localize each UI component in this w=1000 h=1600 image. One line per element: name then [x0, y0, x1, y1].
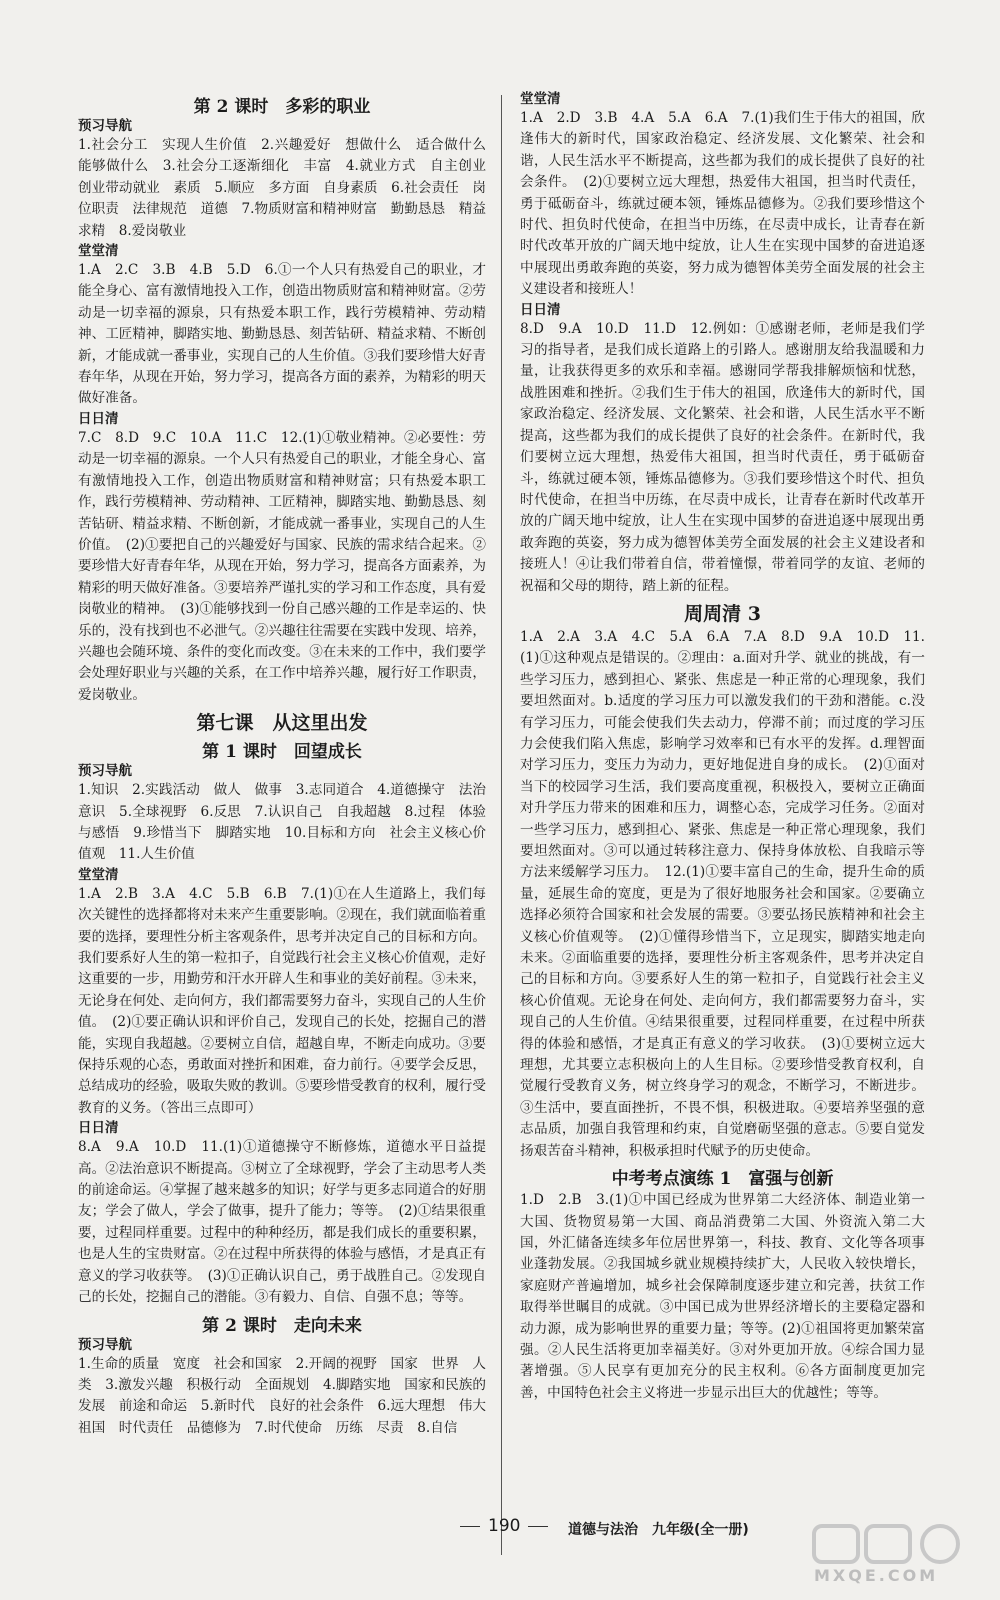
left-column	[78, 90, 500, 1439]
section-title-colorful-careers: 第 2 课时 多彩的职业	[193, 97, 371, 117]
answers-in-class-review: 1.A 2.B 3.A 4.C 5.B 6.B 7.(1)①在人生道路上，我们每次关键性的选择都将对未来产生重要影响。②现在，我们就面临着重要的选择，要理性分析主客观条件，思考并决定自己的目标和方向。我们要系好人生的第一粒扣子，自觉践行社会主义核心价值观，走好这重要的一步，用勤劳和汗水开辟人生和事业的美好前程。③未来，无论身在何处、走向何方，我们都需要努力奋斗，实现自己的人生价值。 (2)①要正确认识和评价自己，发现自己的长处，挖掘自己的潜能，实现自我超越。②要树立自信，超越自卑，不断走向成功。③要保持乐观的心态，勇敢面对挫折和困难，奋力前行。④要学会反思，总结成功的经验，吸取失败的教训。⑤要珍惜受教育的权利，履行受教育的义务。（答出三点即可）	[78, 885, 486, 1116]
answers-daily-review: 8.D 9.A 10.D 11.D 12.例如：①感谢老师，老师是我们学习的指导者，是我们成长道路上的引路人。感谢朋友给我温暖和力量，让我获得更多的欢乐和幸福。感谢同学帮我排解烦恼和忧愁，战胜困难和挫折。②我们生于伟大的祖国，欣逢伟大的新时代，国家政治稳定、经济发展、文化繁荣、社会和谐，人民生活水平不断提高，这些都为我们的成长提供了良好的社会条件。在新时代，我们要树立远大理想，热爱伟大祖国，担当时代责任，勇于砥砺奋斗，练就过硬本领，锤炼品德修为。③我们要珍惜这个时代、担负时代使命，在担当中历练，在尽责中成长，让青春在新时代改革开放的广阔天地中绽放，让人生在实现中国梦的奋进追逐中展现出勇敢奔跑的英姿，努力成为德智体美劳全面发展的社会主义建设者和接班人！④让我们带着自信，带着憧憬，带着同学的友谊、老师的祝福和父母的期待，踏上新的征程。	[520, 320, 925, 594]
answers-preview-guide: 1.社会分工 实现人生价值 2.兴趣爱好 想做什么 适合做什么 能够做什么 3.社会分工逐渐细化 丰富 4.就业方式 自主创业 创业带动就业 素质 5.顺应 多方面 自身素质 6.社会责任 岗位职责 法律规范 道德 7.物质财富和精神财富 勤勤恳恳 精益求精 8.爱岗敬业	[78, 137, 500, 239]
answers-exam-practice: 1.D 2.B 3.(1)①中国已经成为世界第二大经济体、制造业第一大国、货物贸易第一大国、商品消费第二大国、外资流入第二大国，外汇储备连续多年位居世界第一，科技、教育、文化等各项事业蓬勃发展。②我国城乡就业规模持续扩大，人民收入较快增长，家庭财产普遍增加，城乡社会保障制度逐步建立和完善，扶贫工作取得举世瞩目的成就。③中国已成为世界经济增长的主要稳定器和动力源，成为影响世界的重要力量；等等。(2)①祖国将更加繁荣富强。②人民生活将更加幸福美好。③对外更加开放。④综合国力显著增强。⑤人民享有更加充分的民主权利。⑥各方面制度更加完善，中国特色社会主义将进一步显示出巨大的优越性；等等。	[520, 1192, 925, 1401]
section-title-looking-back: 第 1 课时 回望成长	[202, 742, 362, 763]
answers-daily-review: 8.A 9.A 10.D 11.(1)①道德操守不断修炼，道德水平日益提高。②法治意识不断提高。③树立了全球视野，学会了主动思考人类的前途命运。④掌握了越来越多的知识；好学与更多志同道合的好朋友；学会了做人，学会了做事，提升了能力；等等。 (2)①结果很重要，过程同样重要。过程中的种种经历，都是我们成长的重要积累，也是人生的宝贵财富。②在过程中所获得的体验与感悟，才是真正有意义的学习收获等。 (3)①正确认识自己，勇于战胜自己。②发现自己的长处，挖掘自己的潜能。③有毅力、自信、自强不息；等等。	[78, 1139, 486, 1306]
lesson-title: 第七课 从这里出发	[196, 712, 368, 735]
heading-daily-review: 日日清	[520, 301, 561, 318]
heading-in-class-review: 堂堂清	[78, 866, 119, 883]
answers-weekly-review: 1.A 2.A 3.A 4.C 5.A 6.A 7.A 8.D 9.A 10.D 11.(1)①这种观点是错误的。②理由：a.面对升学、就业的挑战，有一些学习压力，感到担心、紧张、焦虑是一种正常的心理现象，我们要坦然面对。b.适度的学习压力可以激发我们的干劲和潜能。c.没有学习压力，可能会使我们失去动力，停滞不前；而过度的学习压力会使我们陷入焦虑，影响学习效率和已有水平的发挥。d.理智面对学习压力，变压力为动力，更好地促进自身的成长。 (2)①面对当下的校园学习生活，我们要高度重视，积极投入，要树立正确面对升学压力带来的困难和压力，调整心态，完成学习任务。②面对一些学习压力，感到担心、紧张、焦虑是一种正常心理现象，我们要坦然面对。③可以通过转移注意力、保持身体放松、自我暗示等方法来缓解学习压力。 12.(1)①要丰富自己的生命，提升生命的质量，延展生命的宽度，更是为了很好地服务社会和国家。②要确立选择必须符合国家和社会发展的需要。③要弘扬民族精神和社会主义核心价值观等。 (2)①懂得珍惜当下，立足现实，脚踏实地走向未来。②面临重要的选择，要理性分析主客观条件，思考并决定自己的目标和方向。③要系好人生的第一粒扣子，自觉践行社会主义核心价值观。无论身在何处、走向何方，我们都需要努力奋斗，实现自己的人生价值。④结果很重要，过程同样重要，在过程中所获得的体验和感悟，才是真正有意义的学习收获。 (3)①要树立远大理想，尤其要立志积极向上的人生目标。②要珍惜受教育权利，自觉履行受教育义务，树立终身学习的观念，不断学习，不断进步。③生活中，要直面挫折，不畏不惧，积极进取。④要培养坚强的意志品质，加强自我管理和约束，自觉磨砺坚强的意志。⑤要自觉发扬艰苦奋斗精神，积极承担时代赋予的历史使命。	[520, 628, 925, 1159]
heading-preview-guide: 预习导航	[78, 118, 132, 134]
heading-in-class-review: 堂堂清	[78, 243, 119, 260]
section-title-exam-practice: 中考考点演练 1 富强与创新	[611, 1169, 834, 1190]
column-divider	[501, 95, 502, 1555]
answers-in-class-review: 1.A 2.C 3.B 4.B 5.D 6.①一个人只有热爱自己的职业，才能全身心、富有激情地投入工作，创造出物质财富和精神财富。②劳动是一切幸福的源泉，只有热爱本职工作，践行劳模精神、劳动精神、工匠精神，脚踏实地、勤勤恳恳、刻苦钻研、精益求精、不断创新，才能成就一番事业，实现自己的人生价值。③我们要珍惜大好青春年华，从现在开始，努力学习，提高各方面的素养，为精彩的明天做好准备。	[78, 262, 486, 407]
book-title: 道德与法治 九年级(全一册)	[568, 1522, 749, 1538]
watermark-logo	[812, 1522, 972, 1592]
heading-daily-review: 日日清	[78, 1120, 119, 1137]
heading-daily-review: 日日清	[78, 410, 119, 427]
heading-preview-guide: 预习导航	[78, 1336, 132, 1353]
heading-preview-guide: 预习导航	[78, 763, 132, 780]
section-title-toward-future: 第 2 课时 走向未来	[202, 1315, 362, 1336]
watermark-text: MXQE.COM	[814, 1566, 939, 1585]
answers-preview-guide: 1.生命的质量 宽度 社会和国家 2.开阔的视野 国家 世界 人类 3.激发兴趣 积极行动 全面规划 4.脚踏实地 国家和民族的发展 前途和命运 5.新时代 良好的社会条件 6.远大理想 伟大祖国 时代责任 品德修为 7.时代使命 历练 尽责 8.自信	[78, 1355, 486, 1436]
watermark-logo-icon	[812, 1522, 972, 1566]
section-title-weekly-review: 周周清 3	[684, 602, 761, 625]
answers-in-class-review: 1.A 2.D 3.B 4.A 5.A 6.A 7.(1)我们生于伟大的祖国，欣逢伟大的新时代，国家政治稳定、经济发展、文化繁荣、社会和谐，人民生活水平不断提高，这些都为我们的成长提供了良好的社会条件。 (2)①要树立远大理想，热爱伟大祖国，担当时代责任，勇于砥砺奋斗，练就过硬本领，锤炼品德修为。②我们要珍惜这个时代、担负时代使命，在担当中历练，在尽责中成长，让青春在新时代改革开放的广阔天地中绽放，让人生在实现中国梦的奋进追逐中展现出勇敢奔跑的英姿，努力成为德智体美劳全面发展的社会主义建设者和接班人！	[520, 110, 925, 298]
answers-daily-review: 7.C 8.D 9.C 10.A 11.C 12.(1)①敬业精神。②必要性：劳动是一切幸福的源泉。一个人只有热爱自己的职业，才能全身心、富有激情地投入工作，创造出物质财富和精神财富；只有热爱本职工作，践行劳模精神、劳动精神、工匠精神，脚踏实地、勤勤恳恳、刻苦钻研、精益求精、不断创新，才能成就一番事业，实现自己的人生价值。 (2)①要把自己的兴趣爱好与国家、民族的需求结合起来。②要珍惜大好青春年华，从现在开始，努力学习，提高各方面素养，为精彩的明天做好准备。③要培养严谨扎实的学习和工作态度，具有爱岗敬业的精神。 (3)①能够找到一份自己感兴趣的工作是幸运的、快乐的，没有找到也不必泄气。②兴趣往往需要在实践中发现、培养，兴趣也会随环境、条件的变化而改变。③在未来的工作中，我们要学会处理好职业与兴趣的关系，在工作中培养兴趣，履行好工作职责，爱岗敬业。	[78, 429, 486, 703]
right-column	[520, 90, 925, 1404]
heading-in-class-review: 堂堂清	[520, 91, 561, 107]
answers-preview-guide: 1.知识 2.实践活动 做人 做事 3.志同道合 4.道德操守 法治意识 5.全球视野 6.反思 7.认识自己 自我超越 8.过程 体验与感悟 9.珍惜当下 脚踏实地 10.目标和方向 社会主义核心价值观 11.人生价值	[78, 782, 486, 863]
page-number: 190	[452, 1516, 556, 1536]
